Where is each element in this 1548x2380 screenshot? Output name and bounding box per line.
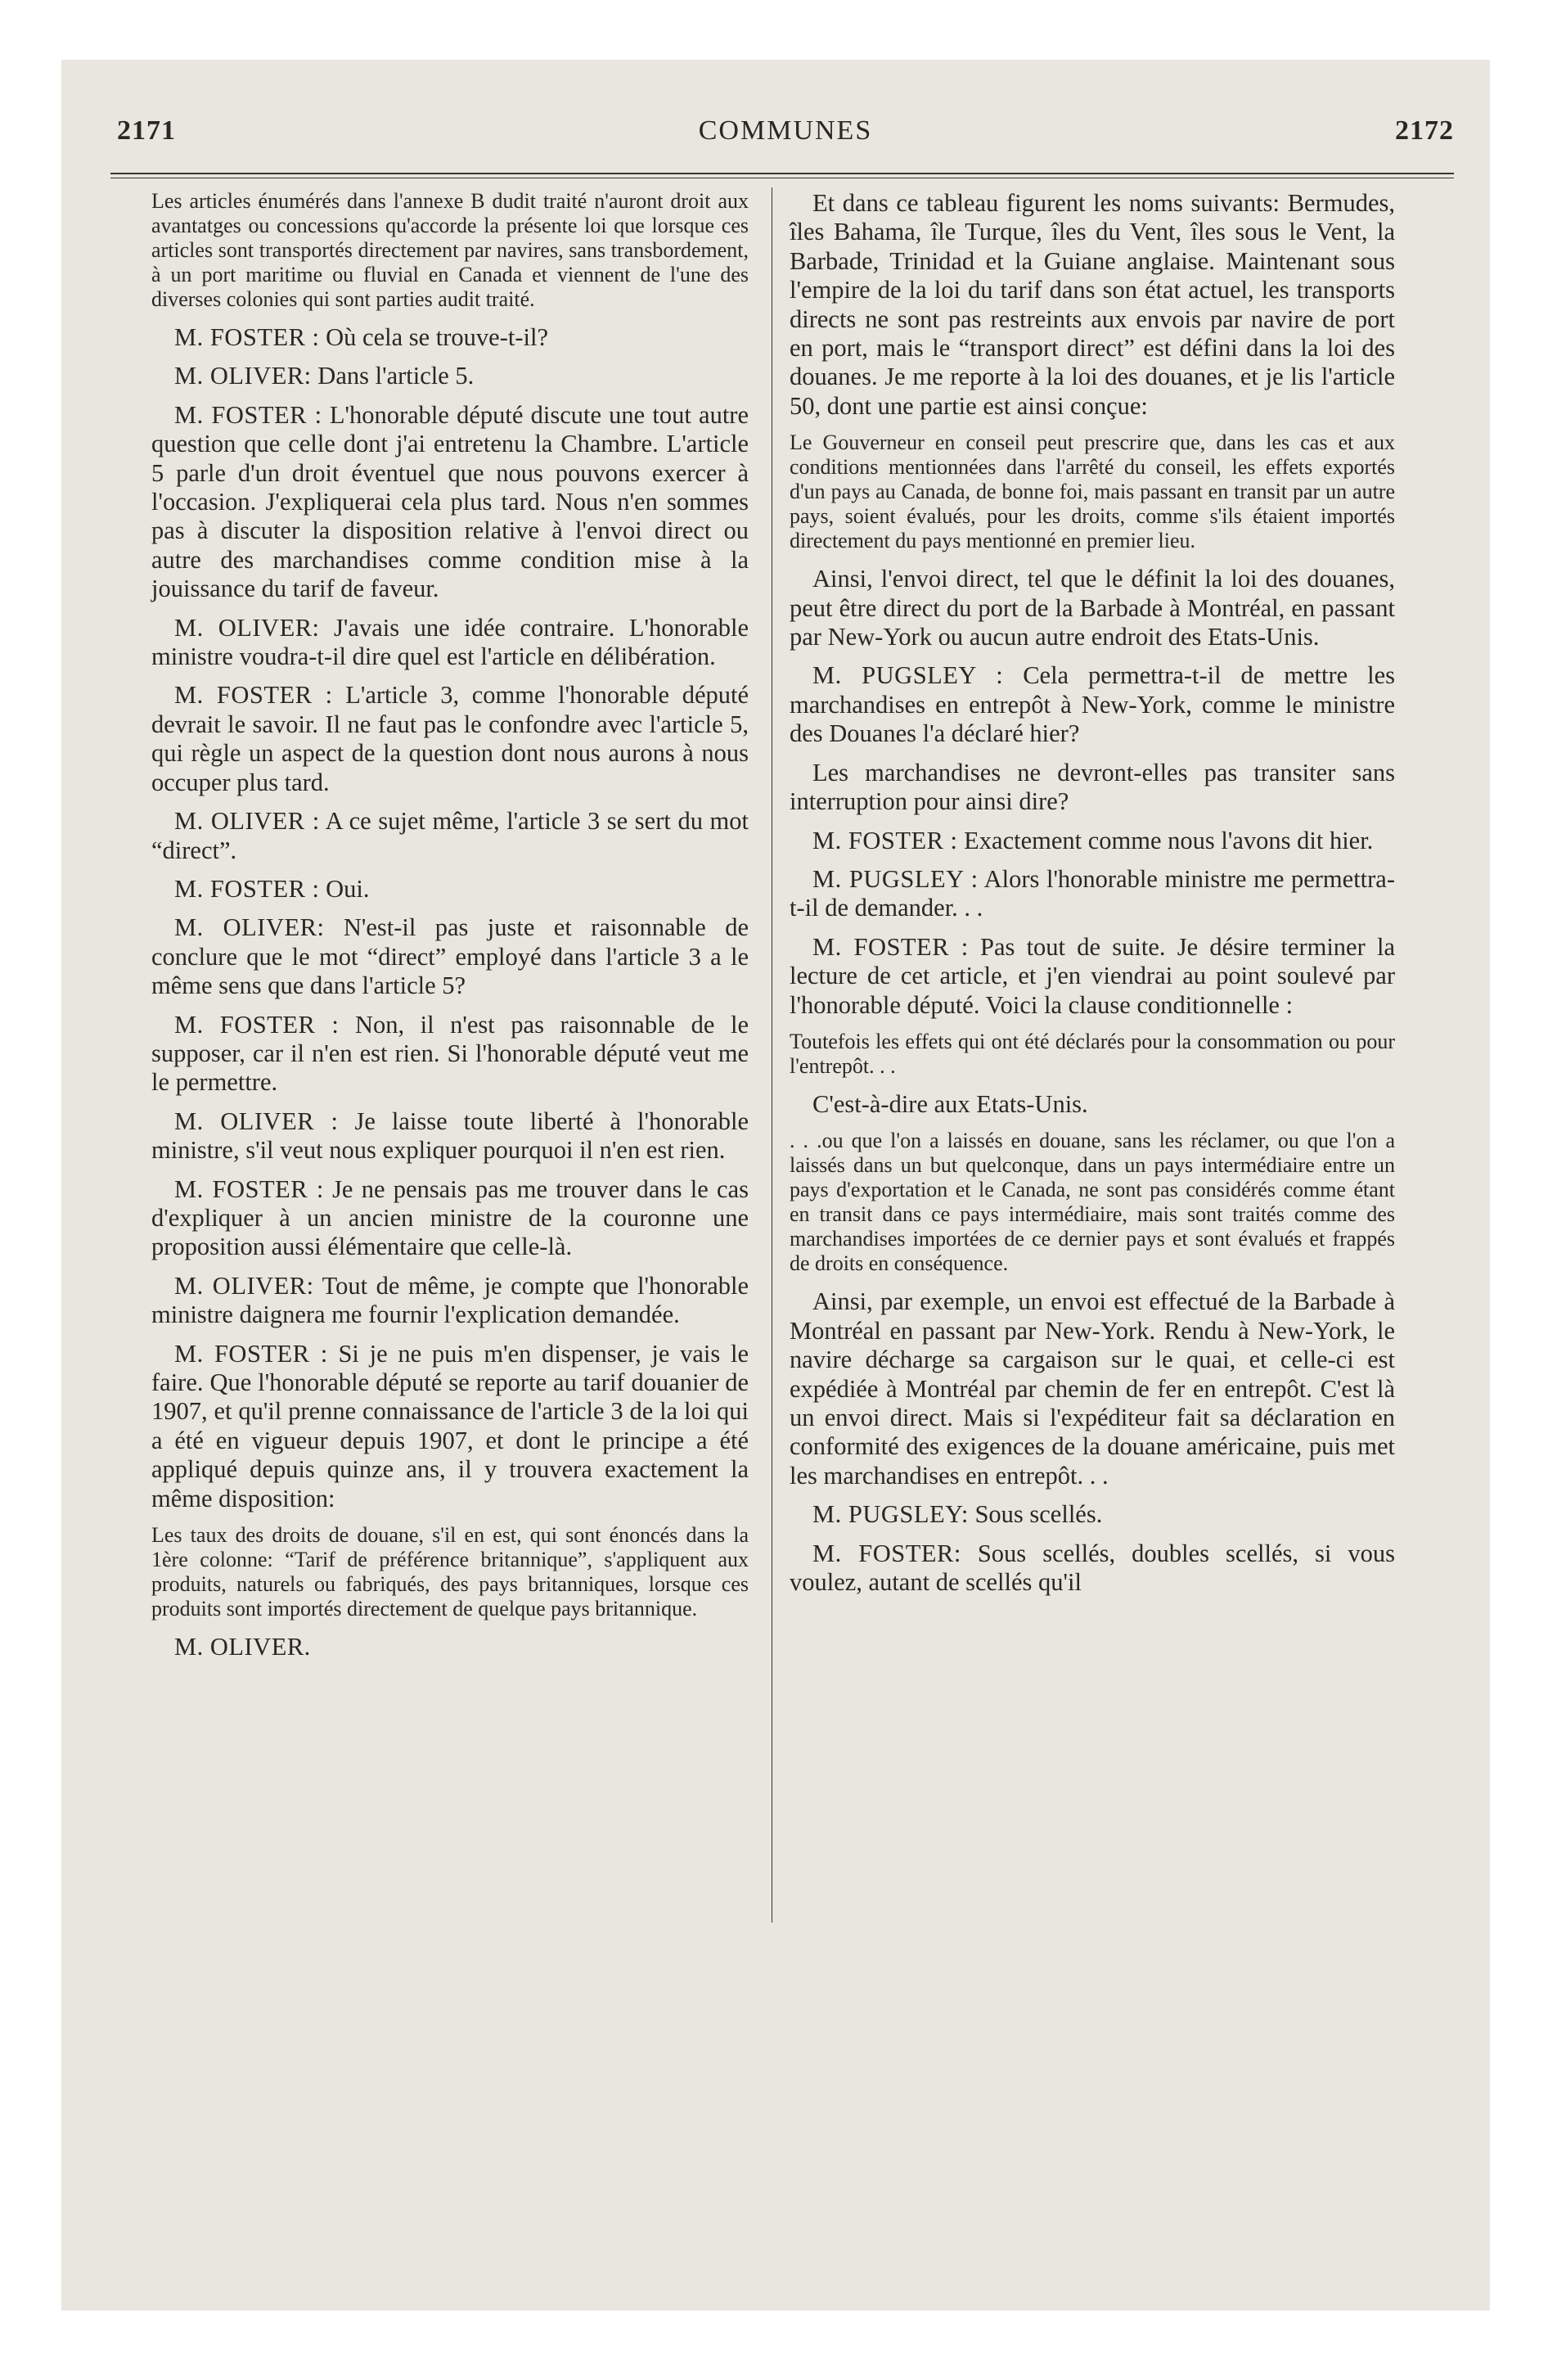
speech-text: L'article 3, comme l'honorable député devrait le savoir. Il ne faut pas le confondre avec l'article 5, qui règle un aspect de la question dont nous aurons à nous occuper plus tard. [151, 681, 749, 796]
speaker-name: M. OLIVER: [174, 1271, 314, 1300]
page-header [117, 115, 1454, 148]
body-paragraph [790, 1090, 1395, 1119]
speaker-name: M. FOSTER : [174, 1339, 328, 1368]
left-column [151, 189, 749, 1671]
speech-text: Pas tout de suite. Je désire terminer la lecture de cet article, et j'en viendrai au point soulevé par l'honorable député. Voici la clause conditionnelle : [790, 932, 1396, 1019]
speech-paragraph [151, 1107, 749, 1165]
speech-text: Alors l'honorable ministre me permettra-t-il de demander. . . [790, 864, 1395, 922]
quoted-text [151, 189, 749, 312]
speech-paragraph [151, 362, 749, 390]
speaker-name: M. FOSTER : [174, 1010, 340, 1039]
right-column [790, 189, 1395, 1607]
body-paragraph [790, 1287, 1395, 1490]
speech-paragraph [151, 614, 749, 672]
speech-paragraph [151, 1633, 749, 1661]
speech-text: Sous scellés, doubles scellés, si vous voulez, autant de scellés qu'il [790, 1539, 1396, 1596]
body-paragraph [790, 189, 1395, 421]
quoted-text [790, 1030, 1395, 1079]
speech-text: N'est-il pas juste et raisonnable de conclure que le mot “direct” employé dans l'article 3 a le même sens que dans l'article 5? [151, 913, 749, 1000]
scanned-page [61, 60, 1490, 2310]
speech-text: Je ne pensais pas me trouver dans le cas d'expliquer à un ancien ministre de la couronne une proposition aussi élémentaire que celle-là. [151, 1174, 749, 1261]
speech-text: Non, il n'est pas raisonnable de le supposer, car il n'en est rien. Si l'honorable député veut me le permettre. [151, 1010, 749, 1097]
paragraph-text: Les marchandises ne devront-elles pas transiter sans interruption pour ainsi dire? [790, 758, 1395, 816]
speech-paragraph [151, 681, 749, 797]
speech-text: Exactement comme nous l'avons dit hier. [964, 826, 1374, 854]
speaker-name: M. OLIVER. [174, 1633, 311, 1661]
paragraph-text: Ainsi, l'envoi direct, tel que le définit la loi des douanes, peut être direct du port de la Barbade à Montréal, en passant par New-York ou aucun autre endroit des Etats-Unis. [790, 565, 1395, 651]
speaker-name: M. OLIVER: [174, 613, 320, 642]
speaker-name: M. FOSTER : [812, 826, 958, 854]
speech-paragraph [151, 875, 749, 904]
speech-paragraph [151, 913, 749, 1000]
speech-text: Si je ne puis m'en dispenser, je vais le faire. Que l'honorable député se reporte au tarif douanier de 1907, et qu'il prenne connaissance de l'article 3 de la loi qui a été en vigueur depuis 1907, et dont le principe a été appliqué depuis quinze ans, il y trouvera exactement la même disposition: [151, 1339, 749, 1512]
body-paragraph [790, 565, 1395, 651]
speech-paragraph [790, 933, 1395, 1020]
speech-paragraph [790, 1539, 1395, 1598]
speaker-name: M. FOSTER : [174, 681, 333, 710]
speaker-name: M. FOSTER : [174, 400, 322, 429]
speaker-name: M. FOSTER : [812, 932, 969, 961]
speaker-name: M. FOSTER : [174, 323, 320, 351]
page-number-right: 2172 [1395, 115, 1454, 146]
page [61, 60, 1490, 2310]
body-paragraph [790, 759, 1395, 817]
speaker-name: M. OLIVER : [174, 807, 320, 836]
speaker-name: M. PUGSLEY : [812, 661, 1004, 690]
header-rule [110, 173, 1454, 174]
quoted-text [790, 1129, 1395, 1276]
quoted-text [790, 430, 1395, 553]
paragraph-text: Et dans ce tableau figurent les noms suivants: Bermudes, îles Bahama, île Turque, îles du Vent, îles sous le Vent, la Barbade, Trinidad et la Guiane anglaise. Maintenant sous l'empire de la loi du tarif dans son état actuel, les transports directs ne sont pas restreints aux envois par navire de port en port, mais le “transport direct” est défini dans la loi des douanes. Je me reporte à la loi des douanes, et je lis l'article 50, dont une partie est ainsi conçue: [790, 189, 1395, 420]
speech-text: Cela permettra-t-il de mettre les marchandises en entrepôt à New-York, comme le ministre des Douanes l'a déclaré hier? [790, 661, 1396, 748]
speech-paragraph [151, 401, 749, 604]
speaker-name: M. FOSTER : [174, 1174, 324, 1203]
speaker-name: M. OLIVER : [174, 1107, 339, 1135]
page-number-left: 2171 [117, 115, 176, 146]
speech-paragraph [151, 323, 749, 352]
speaker-name: M. PUGSLEY: [812, 1500, 969, 1529]
speech-paragraph [790, 1500, 1395, 1529]
speech-text: Dans l'article 5. [317, 362, 475, 390]
speech-paragraph [151, 1011, 749, 1098]
speech-paragraph [790, 827, 1395, 855]
speaker-name: M. PUGSLEY : [812, 864, 979, 893]
quote-text: Toutefois les effets qui ont été déclarés pour la consommation ou pour l'entrepôt. . . [790, 1029, 1395, 1078]
speech-text: L'honorable député discute une tout autre question que celle dont j'ai entretenu la Chambre. L'article 5 parle d'un droit éventuel que nous pouvons exercer à l'occasion. J'expliquerai cela plus tard. Nous n'en sommes pas à discuter la disposition relative à l'envoi direct ou autre des marchandises comme condition mise à la jouissance du tarif de faveur. [151, 400, 749, 603]
speech-text: Sous scellés. [974, 1500, 1103, 1529]
speech-text: Tout de même, je compte que l'honorable ministre daignera me fournir l'explication demandée. [151, 1271, 749, 1329]
quote-text: Les taux des droits de douane, s'il en est, qui sont énoncés dans la 1ère colonne: “Tarif de préférence britannique”, s'appliquent aux produits, naturels ou fabriqués, des pays britanniques, lorsque ces produits sont importés directement de quelque pays britannique. [151, 1523, 749, 1621]
quote-text: . . .ou que l'on a laissés en douane, sans les réclamer, ou que l'on a laissés dans un but quelconque, dans un pays intermédiaire entre un pays d'exportation et le Canada, ne sont pas considérés comme étant en transit dans ce pays intermédiaire, mais sont traités comme des marchandises importées de ce dernier pays et sont évalués et frappés de droits en conséquence. [790, 1129, 1395, 1276]
quote-text: Le Gouverneur en conseil peut prescrire que, dans les cas et aux conditions mentionnées dans l'arrêté du conseil, les effets exportés d'un pays au Canada, de bonne foi, mais passant en transit par un autre pays, soient évalués, pour les droits, comme s'ils étaient importés directement du pays mentionné en premier lieu. [790, 430, 1395, 553]
quote-text: Les articles énumérés dans l'annexe B dudit traité n'auront droit aux avantatges ou concessions qu'accorde la présente loi que lorsque ces articles sont transportés directement par navires, sans transbordement, à un port maritime ou fluvial en Canada et viennent de l'une des diverses colonies qui sont parties audit traité. [151, 189, 749, 311]
paragraph-text: Ainsi, par exemple, un envoi est effectué de la Barbade à Montréal en passant par New-York. Rendu à New-York, le navire décharge sa cargaison sur le quai, et celle-ci est expédiée à Montréal par chemin de fer en entrepôt. C'est là un envoi direct. Mais si l'expéditeur fait sa déclaration en conformité des exigences de la douane américaine, puis met les marchandises en entrepôt. . . [790, 1287, 1395, 1490]
speech-paragraph [790, 865, 1395, 923]
speaker-name: M. OLIVER: [174, 913, 325, 942]
speech-paragraph [790, 661, 1395, 748]
speech-text: Où cela se trouve-t-il? [326, 323, 548, 351]
quoted-text [151, 1523, 749, 1621]
speech-paragraph [151, 807, 749, 865]
paragraph-text: C'est-à-dire aux Etats-Unis. [812, 1089, 1088, 1118]
speech-text: J'avais une idée contraire. L'honorable ministre voudra-t-il dire quel est l'article en délibération. [151, 613, 749, 671]
speech-paragraph [151, 1175, 749, 1262]
speech-text: Oui. [326, 874, 370, 903]
speech-text: A ce sujet même, l'article 3 se sert du mot “direct”. [151, 807, 749, 864]
speech-paragraph [151, 1340, 749, 1513]
speaker-name: M. FOSTER : [174, 874, 320, 903]
running-title: COMMUNES [698, 115, 873, 146]
speech-paragraph [151, 1272, 749, 1330]
speech-text: Je laisse toute liberté à l'honorable ministre, s'il veut nous expliquer pourquoi il n'en est rien. [151, 1107, 749, 1165]
speaker-name: M. FOSTER: [812, 1539, 961, 1567]
speaker-name: M. OLIVER: [174, 362, 312, 390]
